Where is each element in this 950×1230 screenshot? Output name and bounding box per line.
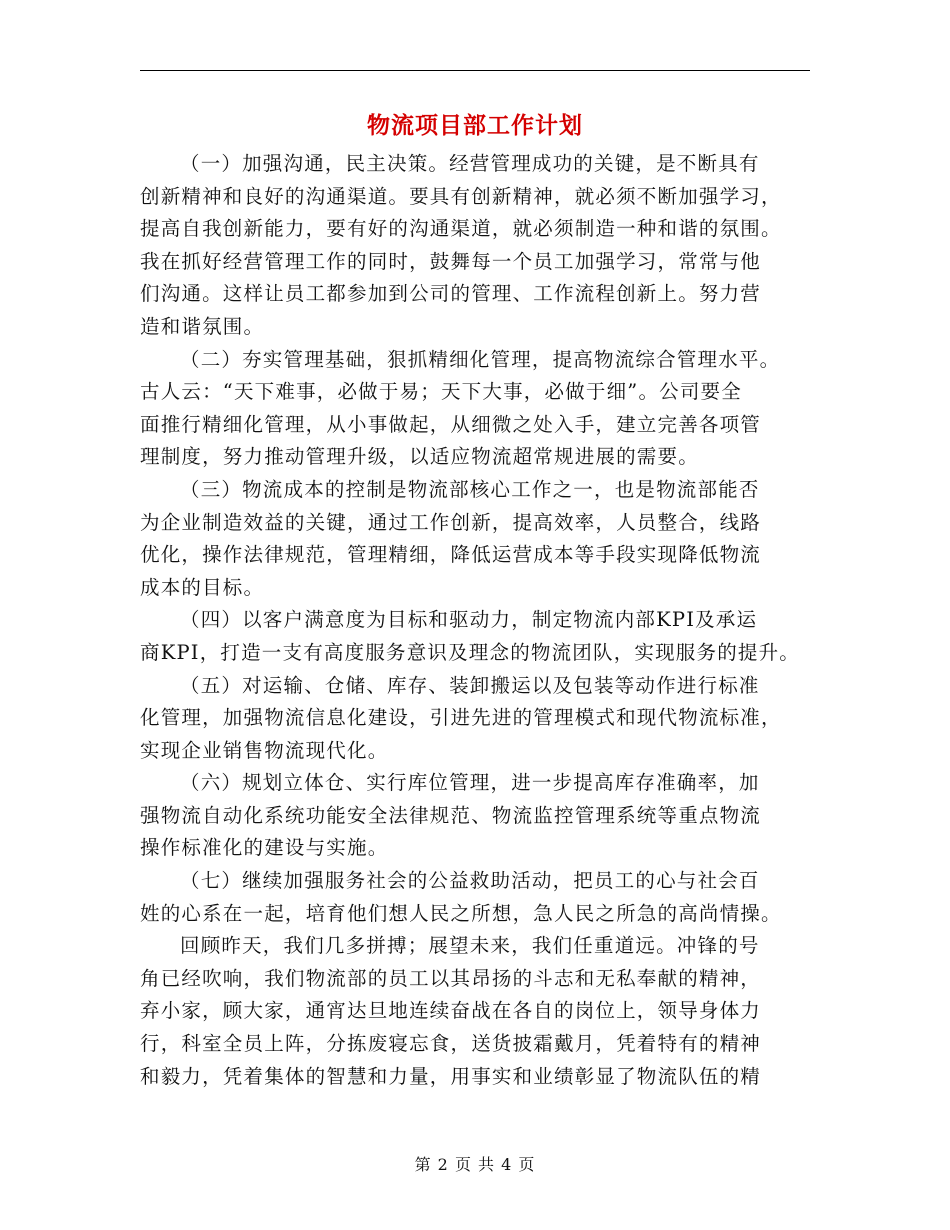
paragraph-line: （四）以客户满意度为目标和驱动力，制定物流内部KPI及承运 bbox=[180, 608, 758, 632]
paragraph-line: 我在抓好经营管理工作的同时，鼓舞每一个员工加强学习，常常与他 bbox=[140, 249, 762, 273]
header-rule bbox=[140, 70, 810, 71]
paragraph-line: 行，科室全员上阵，分拣废寝忘食，送货披霜戴月，凭着特有的精神 bbox=[140, 1032, 762, 1056]
paragraph-line: （六）规划立体仓、实行库位管理，进一步提高库存准确率，加 bbox=[180, 771, 760, 795]
paragraph-line: 强物流自动化系统功能安全法律规范、物流监控管理系统等重点物流 bbox=[140, 803, 762, 827]
paragraph-line: 提高自我创新能力，要有好的沟通渠道，就必须制造一种和谐的氛围。 bbox=[140, 217, 782, 241]
page-number: 第 2 页 共 4 页 bbox=[414, 1155, 536, 1174]
paragraph-line: 优化，操作法律规范，管理精细，降低运营成本等手段实现降低物流 bbox=[140, 543, 762, 567]
paragraph-line: 回顾昨天，我们几多拼搏；展望未来，我们任重道远。冲锋的号 bbox=[180, 934, 760, 958]
document-body bbox=[140, 148, 815, 1093]
paragraph-line: 化管理，加强物流信息化建设，引进先进的管理模式和现代物流标准， bbox=[140, 706, 782, 730]
paragraph-line: （三）物流成本的控制是物流部核心工作之一，也是物流部能否 bbox=[180, 477, 760, 501]
paragraph-line: 商KPI，打造一支有高度服务意识及理念的物流团队，实现服务的提升。 bbox=[140, 640, 800, 664]
paragraph-line: 造和谐氛围。 bbox=[140, 314, 265, 338]
paragraph-line: 弃小家，顾大家，通宵达旦地连续奋战在各自的岗位上，领导身体力 bbox=[140, 999, 762, 1023]
paragraph-line: 姓的心系在一起，培育他们想人民之所想，急人民之所急的高尚情操。 bbox=[140, 901, 782, 925]
paragraph-line: 理制度，努力推动管理升级，以适应物流超常规进展的需要。 bbox=[140, 445, 699, 469]
paragraph-line: 实现企业销售物流现代化。 bbox=[140, 738, 389, 762]
paragraph-line: 们沟通。这样让员工都参加到公司的管理、工作流程创新上。努力营 bbox=[140, 282, 762, 306]
document-title: 物流项目部工作计划 bbox=[367, 112, 583, 139]
paragraph-line: （一）加强沟通，民主决策。经营管理成功的关键，是不断具有 bbox=[180, 152, 760, 175]
paragraph-line: （二）夯实管理基础，狠抓精细化管理，提高物流综合管理水平。 bbox=[180, 347, 781, 371]
paragraph-line: 为企业制造效益的关键，通过工作创新，提高效率，人员整合，线路 bbox=[140, 510, 762, 534]
paragraph-line: 操作标准化的建设与实施。 bbox=[140, 836, 389, 860]
paragraph-line: 成本的目标。 bbox=[140, 575, 265, 599]
paragraph-line: 和毅力，凭着集体的智慧和力量，用事实和业绩彰显了物流队伍的精 bbox=[140, 1064, 762, 1088]
paragraph-line: 创新精神和良好的沟通渠道。要具有创新精神，就必须不断加强学习， bbox=[140, 184, 782, 208]
paragraph-line: 角已经吹响，我们物流部的员工以其昂扬的斗志和无私奉献的精神， bbox=[140, 966, 762, 990]
paragraph-line: （五）对运输、仓储、库存、装卸搬运以及包装等动作进行标准 bbox=[180, 673, 760, 697]
paragraph-line: 古人云：“天下难事，必做于易；天下大事，必做于细”。公司要全 bbox=[140, 380, 742, 404]
paragraph-line: 面推行精细化管理，从小事做起，从细微之处入手，建立完善各项管 bbox=[140, 412, 762, 436]
paragraph-line: （七）继续加强服务社会的公益救助活动，把员工的心与社会百 bbox=[180, 869, 760, 893]
